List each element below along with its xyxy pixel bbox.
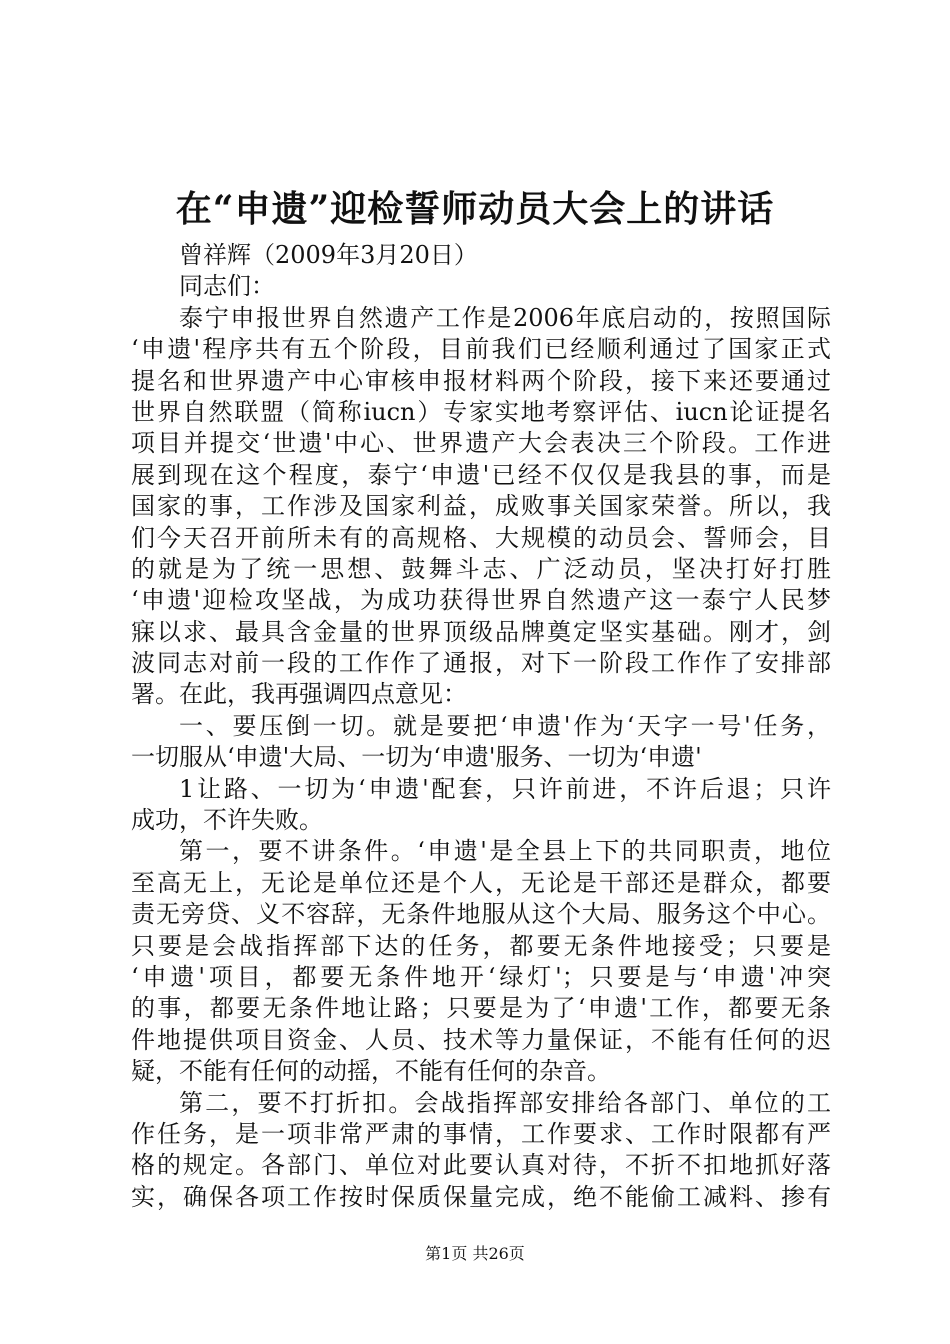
document-title: 在“申遗”迎检誓师动员大会上的讲话 [175, 188, 775, 230]
text-line: 展到现在这个程度，泰宁‘申遗'已经不仅仅是我县的事，而是 [131, 460, 831, 489]
text-line: 第一，要不讲条件。‘申遗'是全县上下的共同职责，地位 [179, 837, 831, 866]
text-line: 的事，都要无条件地让路；只要是为了‘申遗'工作，都要无条 [131, 994, 831, 1023]
text-line: 国家的事，工作涉及国家利益，成败事关国家荣誉。所以，我 [131, 492, 831, 521]
text-line: ‘申遗'迎检攻坚战，为成功获得世界自然遗产这一泰宁人民梦 [131, 586, 831, 615]
text-line: ‘申遗'项目，都要无条件地开‘绿灯'；只要是与‘申遗'冲突 [131, 962, 831, 991]
text-line: 一切服从‘申遗'大局、一切为‘申遗'服务、一切为‘申遗' [131, 743, 702, 772]
text-line: 的就是为了统一思想、鼓舞斗志、广泛动员，坚决打好打胜 [131, 554, 831, 583]
text-line: 件地提供项目资金、人员、技术等力量保证，不能有任何的迟 [131, 1025, 831, 1054]
text-line: 责无旁贷、义不容辞，无条件地服从这个大局、服务这个中心。 [131, 900, 831, 929]
text-line: 第二，要不打折扣。会战指挥部安排给各部门、单位的工 [179, 1088, 831, 1117]
text-line: 1让路、一切为‘申遗'配套，只许前进，不许后退；只许 [179, 774, 831, 803]
text-line: ‘申遗'程序共有五个阶段，目前我们已经顺利通过了国家正式 [131, 335, 831, 364]
text-line: 波同志对前一段的工作作了通报，对下一阶段工作作了安排部 [131, 649, 831, 678]
text-line: 提名和世界遗产中心审核申报材料两个阶段，接下来还要通过 [131, 366, 831, 395]
text-line: 作任务，是一项非常严肃的事情，工作要求、工作时限都有严 [131, 1119, 831, 1148]
text-line: 格的规定。各部门、单位对此要认真对待，不折不扣地抓好落 [131, 1151, 831, 1180]
text-line: 曾祥辉（2009年3月20日） [179, 241, 478, 269]
text-line: 同志们： [179, 272, 275, 301]
text-line: 一、要压倒一切。就是要把‘申遗'作为‘天字一号'任务， [179, 711, 831, 740]
text-line: 只要是会战指挥部下达的任务，都要无条件地接受；只要是 [131, 931, 831, 960]
text-line: 疑，不能有任何的动摇，不能有任何的杂音。 [131, 1057, 611, 1086]
text-line: 实，确保各项工作按时保质保量完成，绝不能偷工减料、掺有 [131, 1182, 831, 1211]
text-line: 泰宁申报世界自然遗产工作是2006年底启动的，按照国际 [179, 303, 831, 332]
document-body [131, 240, 831, 1213]
text-line: 至高无上，无论是单位还是个人，无论是干部还是群众，都要 [131, 868, 831, 897]
text-line: 们今天召开前所未有的高规格、大规模的动员会、誓师会，目 [131, 523, 831, 552]
page-footer: 第1页 共26页 [425, 1244, 525, 1263]
text-line: 世界自然联盟（简称iucn）专家实地考察评估、iucn论证提名 [131, 397, 831, 426]
text-line: 成功，不许失败。 [131, 806, 323, 835]
text-line: 署。在此，我再强调四点意见： [131, 680, 467, 709]
text-line: 寐以求、最具含金量的世界顶级品牌奠定坚实基础。刚才，剑 [131, 617, 831, 646]
text-line: 项目并提交‘世遗'中心、世界遗产大会表决三个阶段。工作进 [131, 429, 831, 458]
